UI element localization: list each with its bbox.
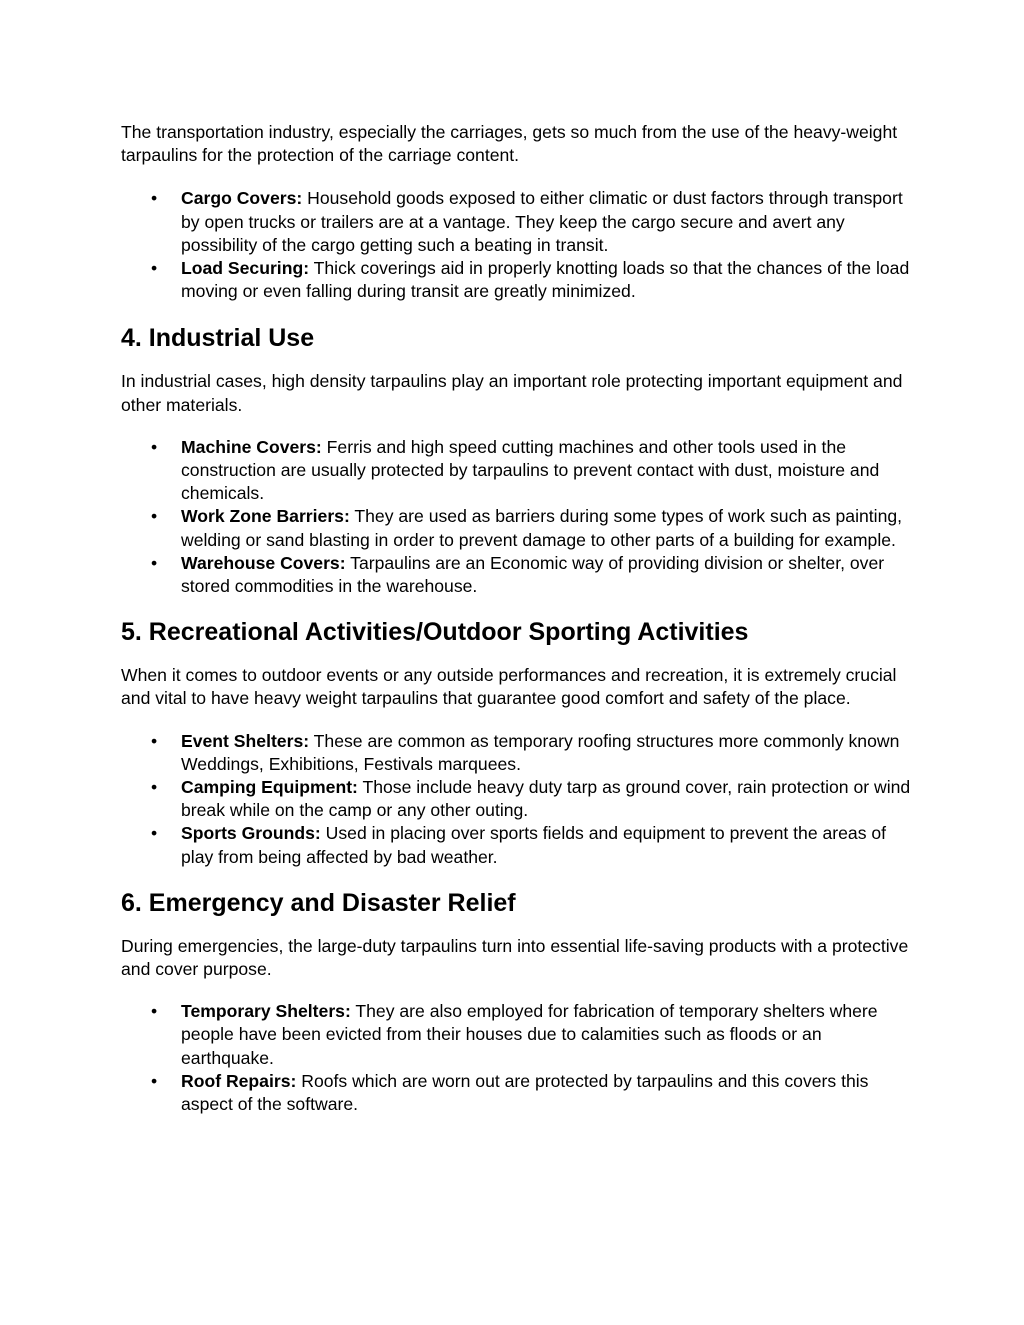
industrial-intro-paragraph: In industrial cases, high density tarpaulins play an important role protecting important equipment and other materials. [121, 371, 903, 415]
list-item-term: Camping Equipment: [181, 777, 358, 798]
list-item [151, 436, 911, 506]
recreational-intro-paragraph: When it comes to outdoor events or any outside performances and recreation, it is extremely crucial and vital to have heavy weight tarpaulins that guarantee good comfort and safety of the place. [121, 665, 897, 709]
list-item-term: Work Zone Barriers: [181, 506, 350, 527]
list-item-term: Sports Grounds: [181, 823, 321, 844]
emergency-bullet-list [121, 1000, 911, 1116]
bullet-icon: • [151, 777, 158, 798]
list-item-term: Event Shelters: [181, 730, 310, 751]
list-item-text: Those include heavy duty tarp as ground cover, rain protection or wind break while on the camp or any other outing. [181, 777, 911, 821]
list-item-term: Machine Covers: [181, 436, 322, 457]
list-item [151, 505, 911, 551]
section-heading-industrial: 4. Industrial Use [121, 324, 315, 353]
section-heading-emergency: 6. Emergency and Disaster Relief [121, 888, 516, 917]
transport-bullet-list [121, 187, 911, 303]
bullet-icon: • [151, 258, 158, 279]
list-item-text: Household goods exposed to either climatic or dust factors through transport by open trucks or trailers are at a vantage. They keep the cargo secure and avert any possibility of the cargo getting such a beating in transit. [181, 188, 903, 255]
list-item [151, 187, 911, 257]
recreational-bullet-list [121, 730, 911, 869]
bullet-icon: • [151, 436, 158, 457]
list-item-text: Used in placing over sports fields and equipment to prevent the areas of play from being affected by bad weather. [181, 823, 887, 867]
bullet-icon: • [151, 188, 158, 209]
list-item [151, 257, 911, 303]
section-heading-recreational: 5. Recreational Activities/Outdoor Sporting Activities [121, 618, 749, 647]
bullet-icon: • [151, 1070, 158, 1091]
bullet-icon: • [151, 730, 158, 751]
list-item-text: Ferris and high speed cutting machines and other tools used in the construction are usually protected by tarpaulins to prevent contact with dust, moisture and chemicals. [181, 436, 880, 504]
list-item-term: Cargo Covers: [181, 188, 303, 209]
list-item-text: They are used as barriers during some types of work such as painting, welding or sand blasting in order to prevent damage to other parts of a building for example. [181, 506, 903, 550]
list-item [151, 822, 911, 868]
bullet-icon: • [151, 506, 158, 527]
list-item-text: Roofs which are worn out are protected by tarpaulins and this covers this aspect of the software. [181, 1070, 869, 1115]
list-item-term: Temporary Shelters: [181, 1001, 351, 1022]
list-item [151, 1070, 911, 1116]
list-item [151, 1000, 911, 1070]
bullet-icon: • [151, 1001, 158, 1022]
document-page [121, 121, 911, 1135]
list-item [151, 552, 911, 598]
list-item-term: Roof Repairs: [181, 1070, 297, 1091]
list-item-term: Warehouse Covers: [181, 552, 346, 573]
list-item-text: Tarpaulins are an Economic way of providing division or shelter, over stored commodities in the warehouse. [181, 552, 885, 597]
list-item-text: Thick coverings aid in properly knotting loads so that the chances of the load moving or even falling during transit are greatly minimized. [181, 258, 910, 302]
intro-paragraph: The transportation industry, especially the carriages, gets so much from the use of the heavy-weight tarpaulins for the protection of the carriage content. [121, 122, 898, 166]
list-item-text: These are common as temporary roofing structures more commonly known Weddings, Exhibitions, Festivals marquees. [181, 730, 900, 774]
list-item-term: Load Securing: [181, 258, 310, 279]
industrial-bullet-list [121, 436, 911, 598]
emergency-intro-paragraph: During emergencies, the large-duty tarpaulins turn into essential life-saving products with a protective and cover purpose. [121, 935, 909, 980]
list-item [151, 730, 911, 776]
list-item-text: They are also employed for fabrication of temporary shelters where people have been evicted from their houses due to calamities such as floods or an earthquake. [181, 1001, 878, 1068]
bullet-icon: • [151, 552, 158, 573]
list-item [151, 776, 911, 822]
bullet-icon: • [151, 823, 158, 844]
